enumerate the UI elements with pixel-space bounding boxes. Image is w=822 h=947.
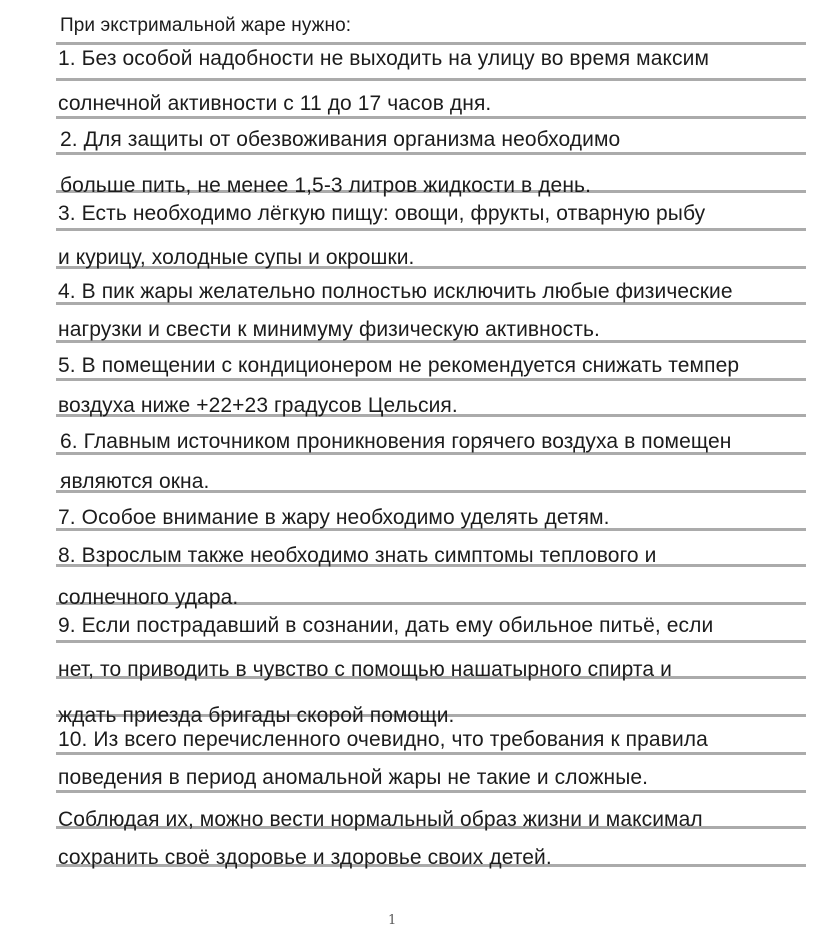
- text-line: нет, то приводить в чувство с помощью нашатырного спирта и: [58, 658, 672, 681]
- ruled-line: [56, 228, 806, 231]
- text-line: 10. Из всего перечисленного очевидно, что требования к правила: [58, 728, 708, 751]
- ruled-line: [56, 378, 806, 381]
- text-line: нагрузки и свести к минимуму физическую активность.: [58, 318, 600, 341]
- text-line: поведения в период аномальной жары не такие и сложные.: [58, 766, 649, 789]
- text-line: 8. Взрослым также необходимо знать симптомы теплового и: [58, 544, 657, 567]
- text-line: сохранить своё здоровье и здоровье своих детей.: [58, 846, 552, 869]
- page-number: 1: [388, 913, 397, 928]
- text-line: 6. Главным источником проникновения горячего воздуха в помещен: [60, 430, 732, 453]
- ruled-line: [56, 790, 806, 793]
- text-line: 7. Особое внимание в жару необходимо уделять детям.: [58, 506, 610, 529]
- text-line: солнечной активности с 11 до 17 часов дня.: [58, 92, 492, 115]
- text-line: 1. Без особой надобности не выходить на улицу во время максим: [58, 47, 709, 70]
- ruled-line: [56, 640, 806, 643]
- text-line: Соблюдая их, можно вести нормальный образ жизни и максимал: [58, 808, 703, 831]
- ruled-line: [56, 752, 806, 755]
- text-line: 4. В пик жары желательно полностью исключить любые физические: [58, 280, 733, 303]
- ruled-line: [56, 116, 806, 119]
- text-line: солнечного удара.: [58, 586, 239, 609]
- document-heading: При экстримальной жаре нужно:: [60, 15, 352, 36]
- text-line: 5. В помещении с кондиционером не рекомендуется снижать темпер: [58, 354, 740, 377]
- ruled-line: [56, 78, 806, 81]
- ruled-line: [56, 152, 806, 155]
- text-line: 3. Есть необходимо лёгкую пищу: овощи, фрукты, отварную рыбу: [58, 202, 706, 225]
- text-line: являются окна.: [60, 470, 210, 493]
- text-line: и курицу, холодные супы и окрошки.: [58, 246, 415, 269]
- ruled-line: [56, 42, 806, 45]
- text-line: воздуха ниже +22+23 градусов Цельсия.: [58, 394, 458, 417]
- text-line: 2. Для защиты от обезвоживания организма необходимо: [60, 128, 621, 151]
- text-line: 9. Если пострадавший в сознании, дать ему обильное питьё, если: [58, 614, 714, 637]
- text-line: больше пить, не менее 1,5-3 литров жидкости в день.: [60, 174, 592, 197]
- text-line: ждать приезда бригады скорой помощи.: [58, 704, 455, 727]
